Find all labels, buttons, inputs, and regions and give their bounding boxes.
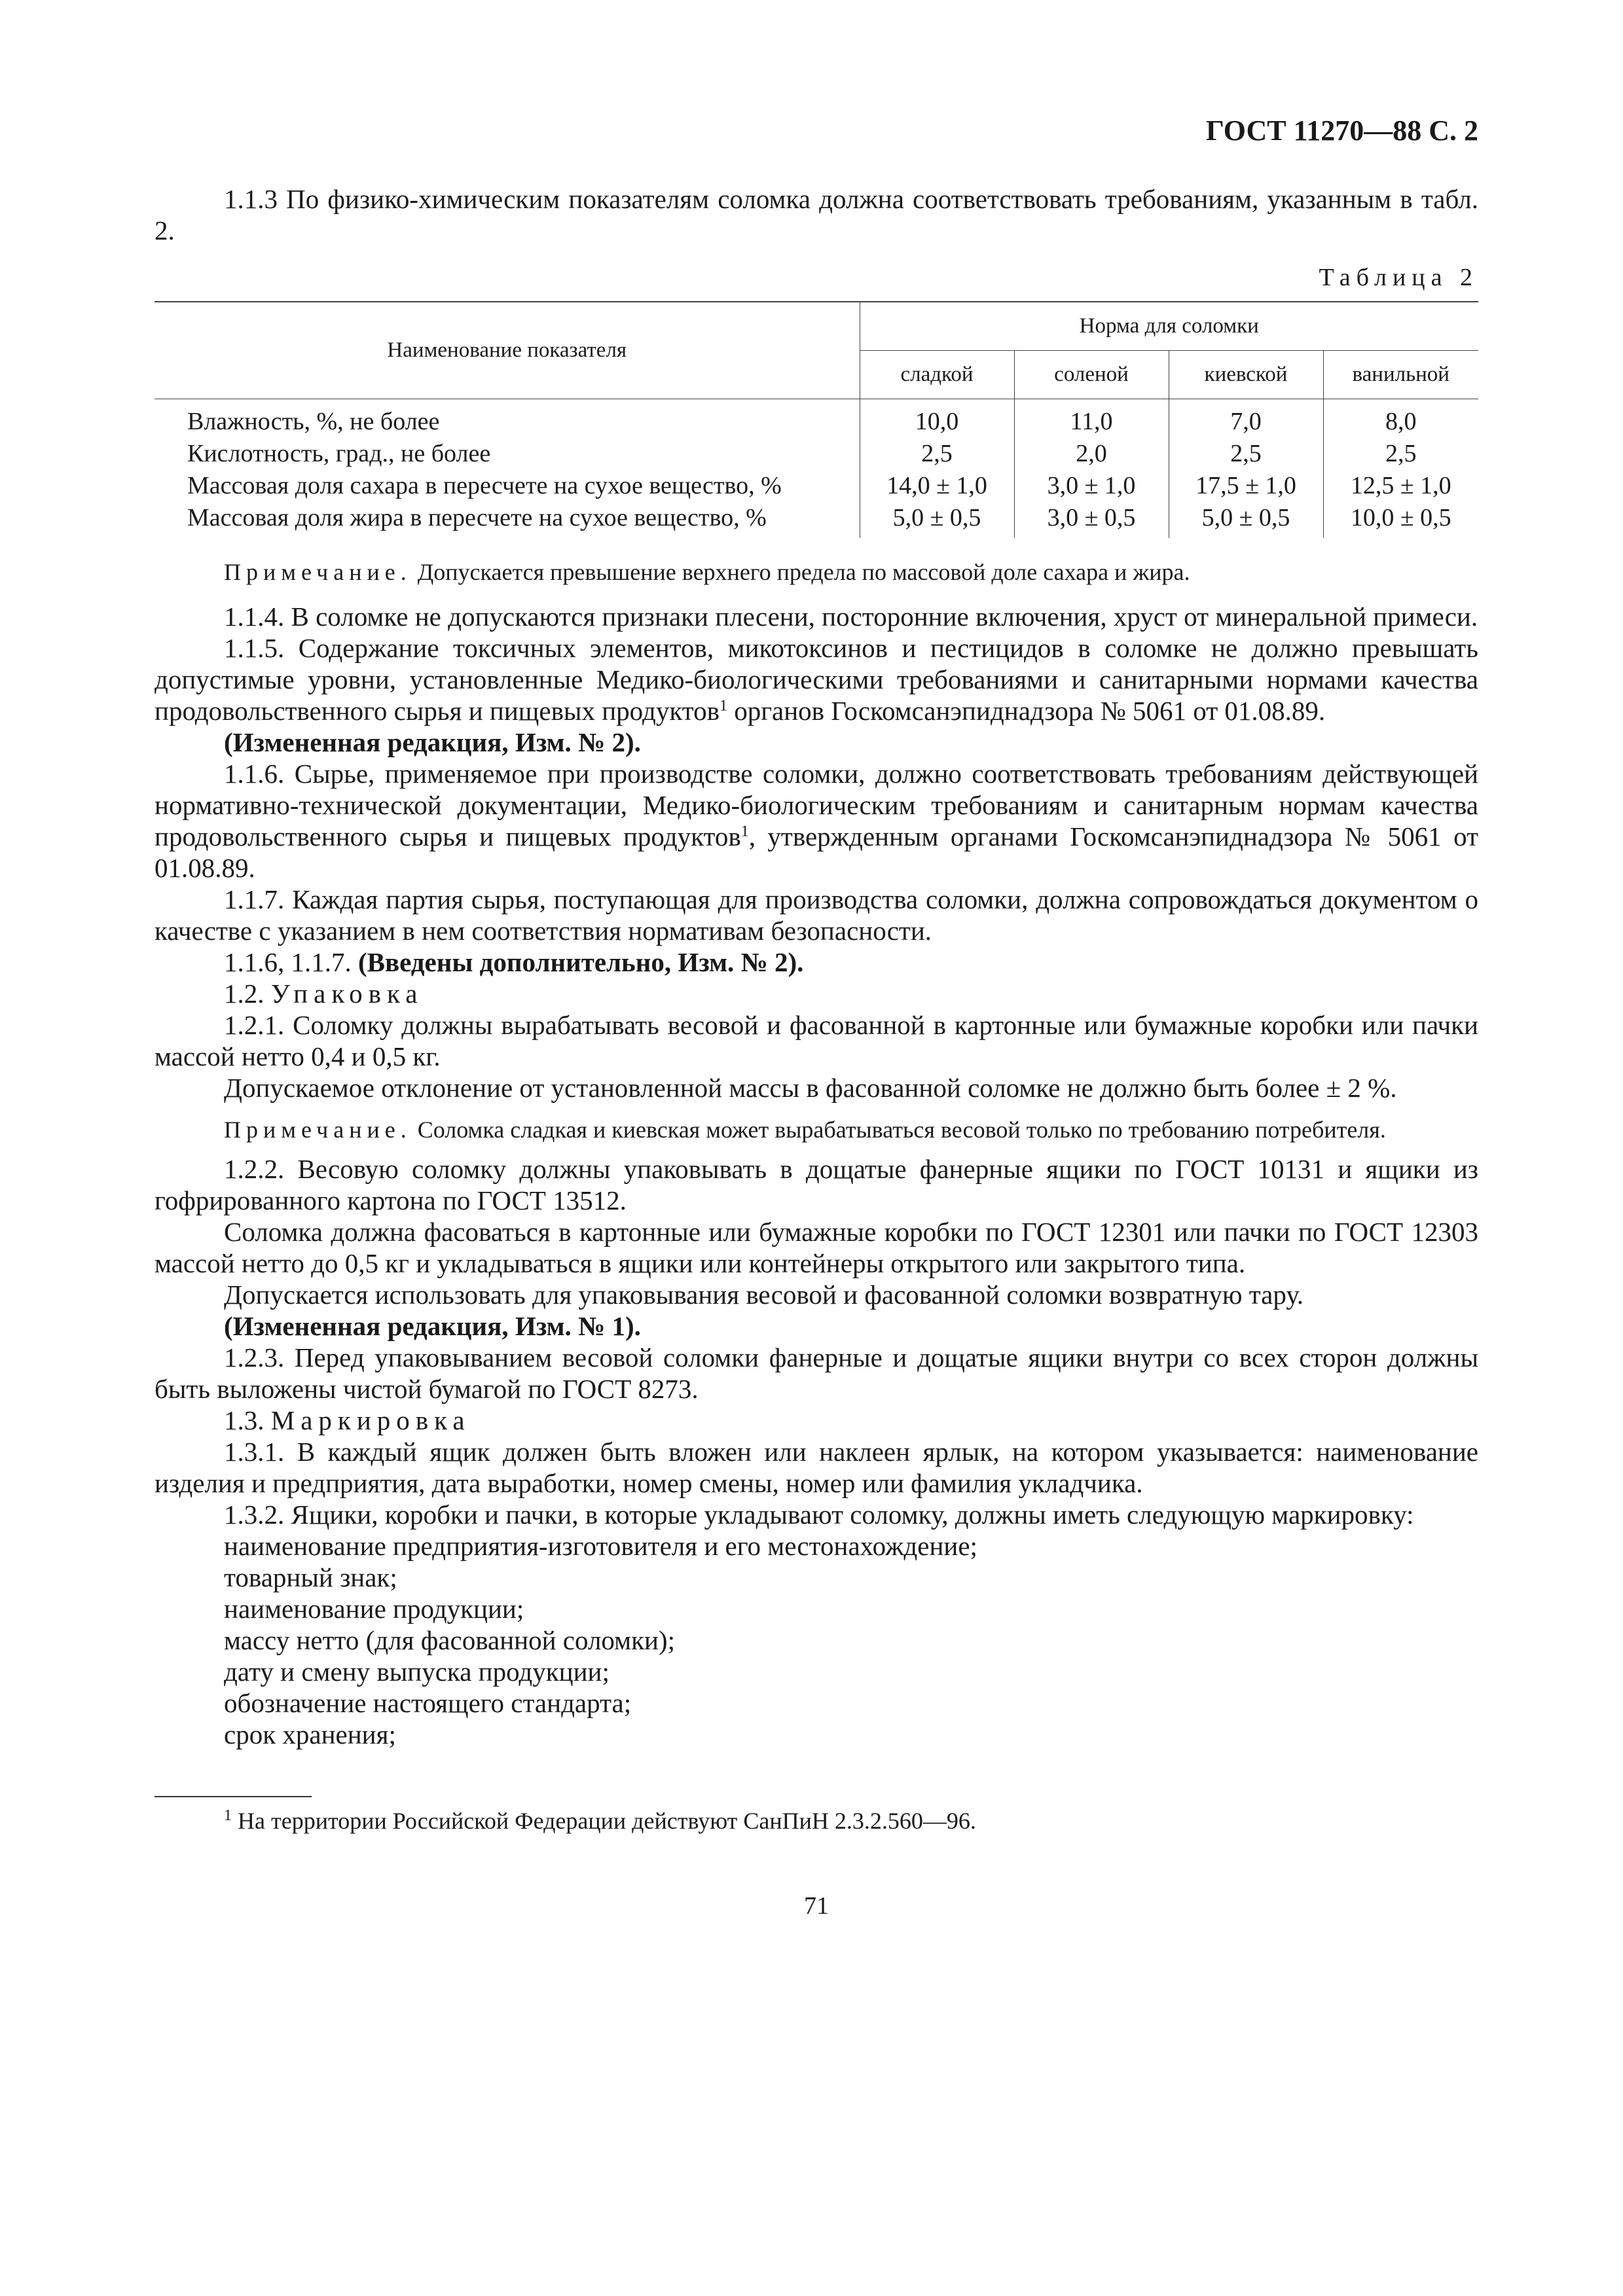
paragraph-returnable: Допускается использовать для упаковывания весовой и фасованной соломки возвратную тару. — [224, 1280, 1304, 1310]
paragraph-text: органов Госкомсанэпиднадзора № 5061 от 01.08.89. — [727, 696, 1326, 726]
column-header: ванильной — [1323, 351, 1478, 399]
footnote-text: На территории Российской Федерации действуют СанПиН 2.3.2.560—96. — [232, 1808, 976, 1834]
row-label: Массовая доля сахара в пересчете на сухое вещество, % — [187, 472, 782, 499]
paragraph-1-2-1: 1.2.1. Соломку должны вырабатывать весовой и фасованной в картонные или бумажные коробки или пачки массой нетто 0,4 и 0,5 кг. — [155, 1010, 1478, 1071]
section-heading-1-2 — [155, 978, 1478, 1009]
paragraph-1-1-4: 1.1.4. В соломке не допускаются признаки плесени, посторонние включения, хруст от минеральной примеси. — [224, 601, 1478, 632]
paragraph-1-1-6 — [155, 758, 1478, 884]
table-row — [155, 438, 1478, 470]
list-item: дату и смену выпуска продукции; — [224, 1657, 610, 1687]
table-cell: 2,5 — [1169, 438, 1323, 470]
paragraph-tolerance: Допускаемое отклонение от установленной массы в фасованной соломке не должно быть более ± 2 %. — [224, 1073, 1397, 1103]
amendment-note — [155, 726, 1478, 758]
section-title: Маркировка — [270, 1405, 471, 1435]
paragraph-text: 1.1.5. Содержание токсичных элементов, микотоксинов и пестицидов в соломке не должно превышать допустимые уровни, установленные Медико-биологическими требованиями и санитарными нормами качества продовольственного сырья и пищевых продуктов — [155, 633, 1478, 726]
column-header: соленой — [1014, 351, 1169, 399]
column-header-name: Наименование показателя — [155, 302, 860, 399]
amendment-text: (Введены дополнительно, Изм. № 2). — [358, 947, 804, 977]
section-title: Упаковка — [270, 978, 424, 1009]
paragraph-1-2-2: 1.2.2. Весовую соломку должны упаковывать в дощатые фанерные ящики по ГОСТ 10131 и ящики из гофрированного картона по ГОСТ 13512. — [155, 1154, 1478, 1215]
note-label: Примечание. — [224, 1117, 412, 1143]
row-label: Массовая доля жира в пересчете на сухое вещество, % — [187, 504, 767, 531]
packaging-note — [155, 1115, 1478, 1144]
table-cell: 7,0 — [1169, 399, 1323, 439]
paragraph-1-2-3: 1.2.3. Перед упаковыванием весовой соломки фанерные и дощатые ящики внутри со всех сторон должны быть выложены чистой бумагой по ГОСТ 8273. — [155, 1342, 1478, 1404]
amendment-text: (Измененная редакция, Изм. № 1). — [224, 1311, 641, 1341]
table-2 — [155, 301, 1478, 538]
table-row — [155, 470, 1478, 502]
footnote-ref: 1 — [719, 697, 727, 715]
paragraph-text: 1.1.6. Сырье, применяемое при производстве соломки, должно соответствовать требованиям действующей нормативно-технической документации, Медико-биологическим требованиям и санитарным нормам качества продовольственного сырья и пищевых продуктов — [155, 759, 1478, 852]
table-cell: 10,0 — [860, 399, 1014, 439]
table-cell: 3,0 ± 1,0 — [1014, 470, 1169, 502]
footnote-mark: 1 — [224, 1807, 232, 1824]
amendment-note — [155, 1310, 1478, 1342]
column-header: киевской — [1169, 351, 1323, 399]
paragraph-1-1-3: 1.1.3 По физико-химическим показателям соломка должна соответствовать требованиям, указанным в табл. 2. — [155, 184, 1478, 245]
table-cell: 2,0 — [1014, 438, 1169, 470]
paragraph-1-3-2: 1.3.2. Ящики, коробки и пачки, в которые укладывают соломку, должны иметь следующую маркировку: — [224, 1499, 1414, 1530]
paragraph-packing: Соломка должна фасоваться в картонные или бумажные коробки по ГОСТ 12301 или пачки по ГОСТ 12303 массой нетто до 0,5 кг и укладываться в ящики или контейнеры открытого или закрытого типа. — [155, 1217, 1478, 1278]
paragraph-1-3-1: 1.3.1. В каждый ящик должен быть вложен или наклеен ярлык, на котором указывается: наименование изделия и предприятия, дата выработки, номер смены, номер или фамилия укладчика. — [155, 1437, 1478, 1498]
list-item: наименование продукции; — [224, 1594, 524, 1624]
table-cell: 3,0 ± 0,5 — [1014, 502, 1169, 538]
page-number: 71 — [804, 1892, 829, 1920]
footnote-ref: 1 — [740, 823, 749, 840]
table-cell: 14,0 ± 1,0 — [860, 470, 1014, 502]
document-page — [155, 111, 1478, 1920]
paragraph-1-1-7: 1.1.7. Каждая партия сырья, поступающая для производства соломки, должна сопровождаться документом о качестве с указанием в нем соответствия нормативам безопасности. — [155, 884, 1478, 946]
amendment-note — [155, 946, 1478, 978]
table-cell: 2,5 — [860, 438, 1014, 470]
table-cell: 12,5 ± 1,0 — [1323, 470, 1478, 502]
footnote-divider — [155, 1796, 312, 1797]
note-text: Соломка сладкая и киевская может вырабатываться весовой только по требованию потребителя. — [417, 1117, 1386, 1143]
list-item: обозначение настоящего стандарта; — [224, 1688, 632, 1718]
row-label: Кислотность, град., не более — [187, 440, 491, 467]
table-cell: 11,0 — [1014, 399, 1169, 439]
note-label: Примечание. — [224, 559, 412, 585]
note-text: Допускается превышение верхнего предела по массовой доле сахара и жира. — [417, 559, 1190, 585]
table-cell: 2,5 — [1323, 438, 1478, 470]
table-caption: Таблица 2 — [1319, 264, 1478, 291]
table-cell: 10,0 ± 0,5 — [1323, 502, 1478, 538]
section-number: 1.3. — [224, 1405, 264, 1435]
amendment-text: (Измененная редакция, Изм. № 2). — [224, 727, 641, 757]
table-cell: 8,0 — [1323, 399, 1478, 439]
table-cell: 5,0 ± 0,5 — [1169, 502, 1323, 538]
paragraph-1-1-5 — [155, 632, 1478, 726]
list-item: наименование предприятия-изготовителя и его местонахождение; — [224, 1531, 977, 1561]
list-item: массу нетто (для фасованной соломки); — [224, 1625, 675, 1655]
section-number: 1.2. — [224, 978, 264, 1009]
table-note — [155, 558, 1478, 586]
column-header: сладкой — [860, 351, 1014, 399]
table-row — [155, 399, 1478, 439]
list-item: срок хранения; — [224, 1719, 396, 1749]
table-row — [155, 502, 1478, 538]
footnote — [155, 1806, 1478, 1835]
section-heading-1-3 — [155, 1405, 1478, 1436]
running-header: ГОСТ 11270—88 С. 2 — [1205, 115, 1478, 147]
list-item: товарный знак; — [224, 1562, 397, 1592]
table-cell: 17,5 ± 1,0 — [1169, 470, 1323, 502]
amendment-prefix: 1.1.6, 1.1.7. — [224, 947, 352, 977]
row-label: Влажность, %, не более — [187, 408, 440, 435]
paragraph-text: , утвержденным органами Госкомсанэпиднадзора № 5061 от 01.08.89. — [155, 821, 1478, 883]
column-group-header: Норма для соломки — [860, 302, 1478, 351]
table-cell: 5,0 ± 0,5 — [860, 502, 1014, 538]
